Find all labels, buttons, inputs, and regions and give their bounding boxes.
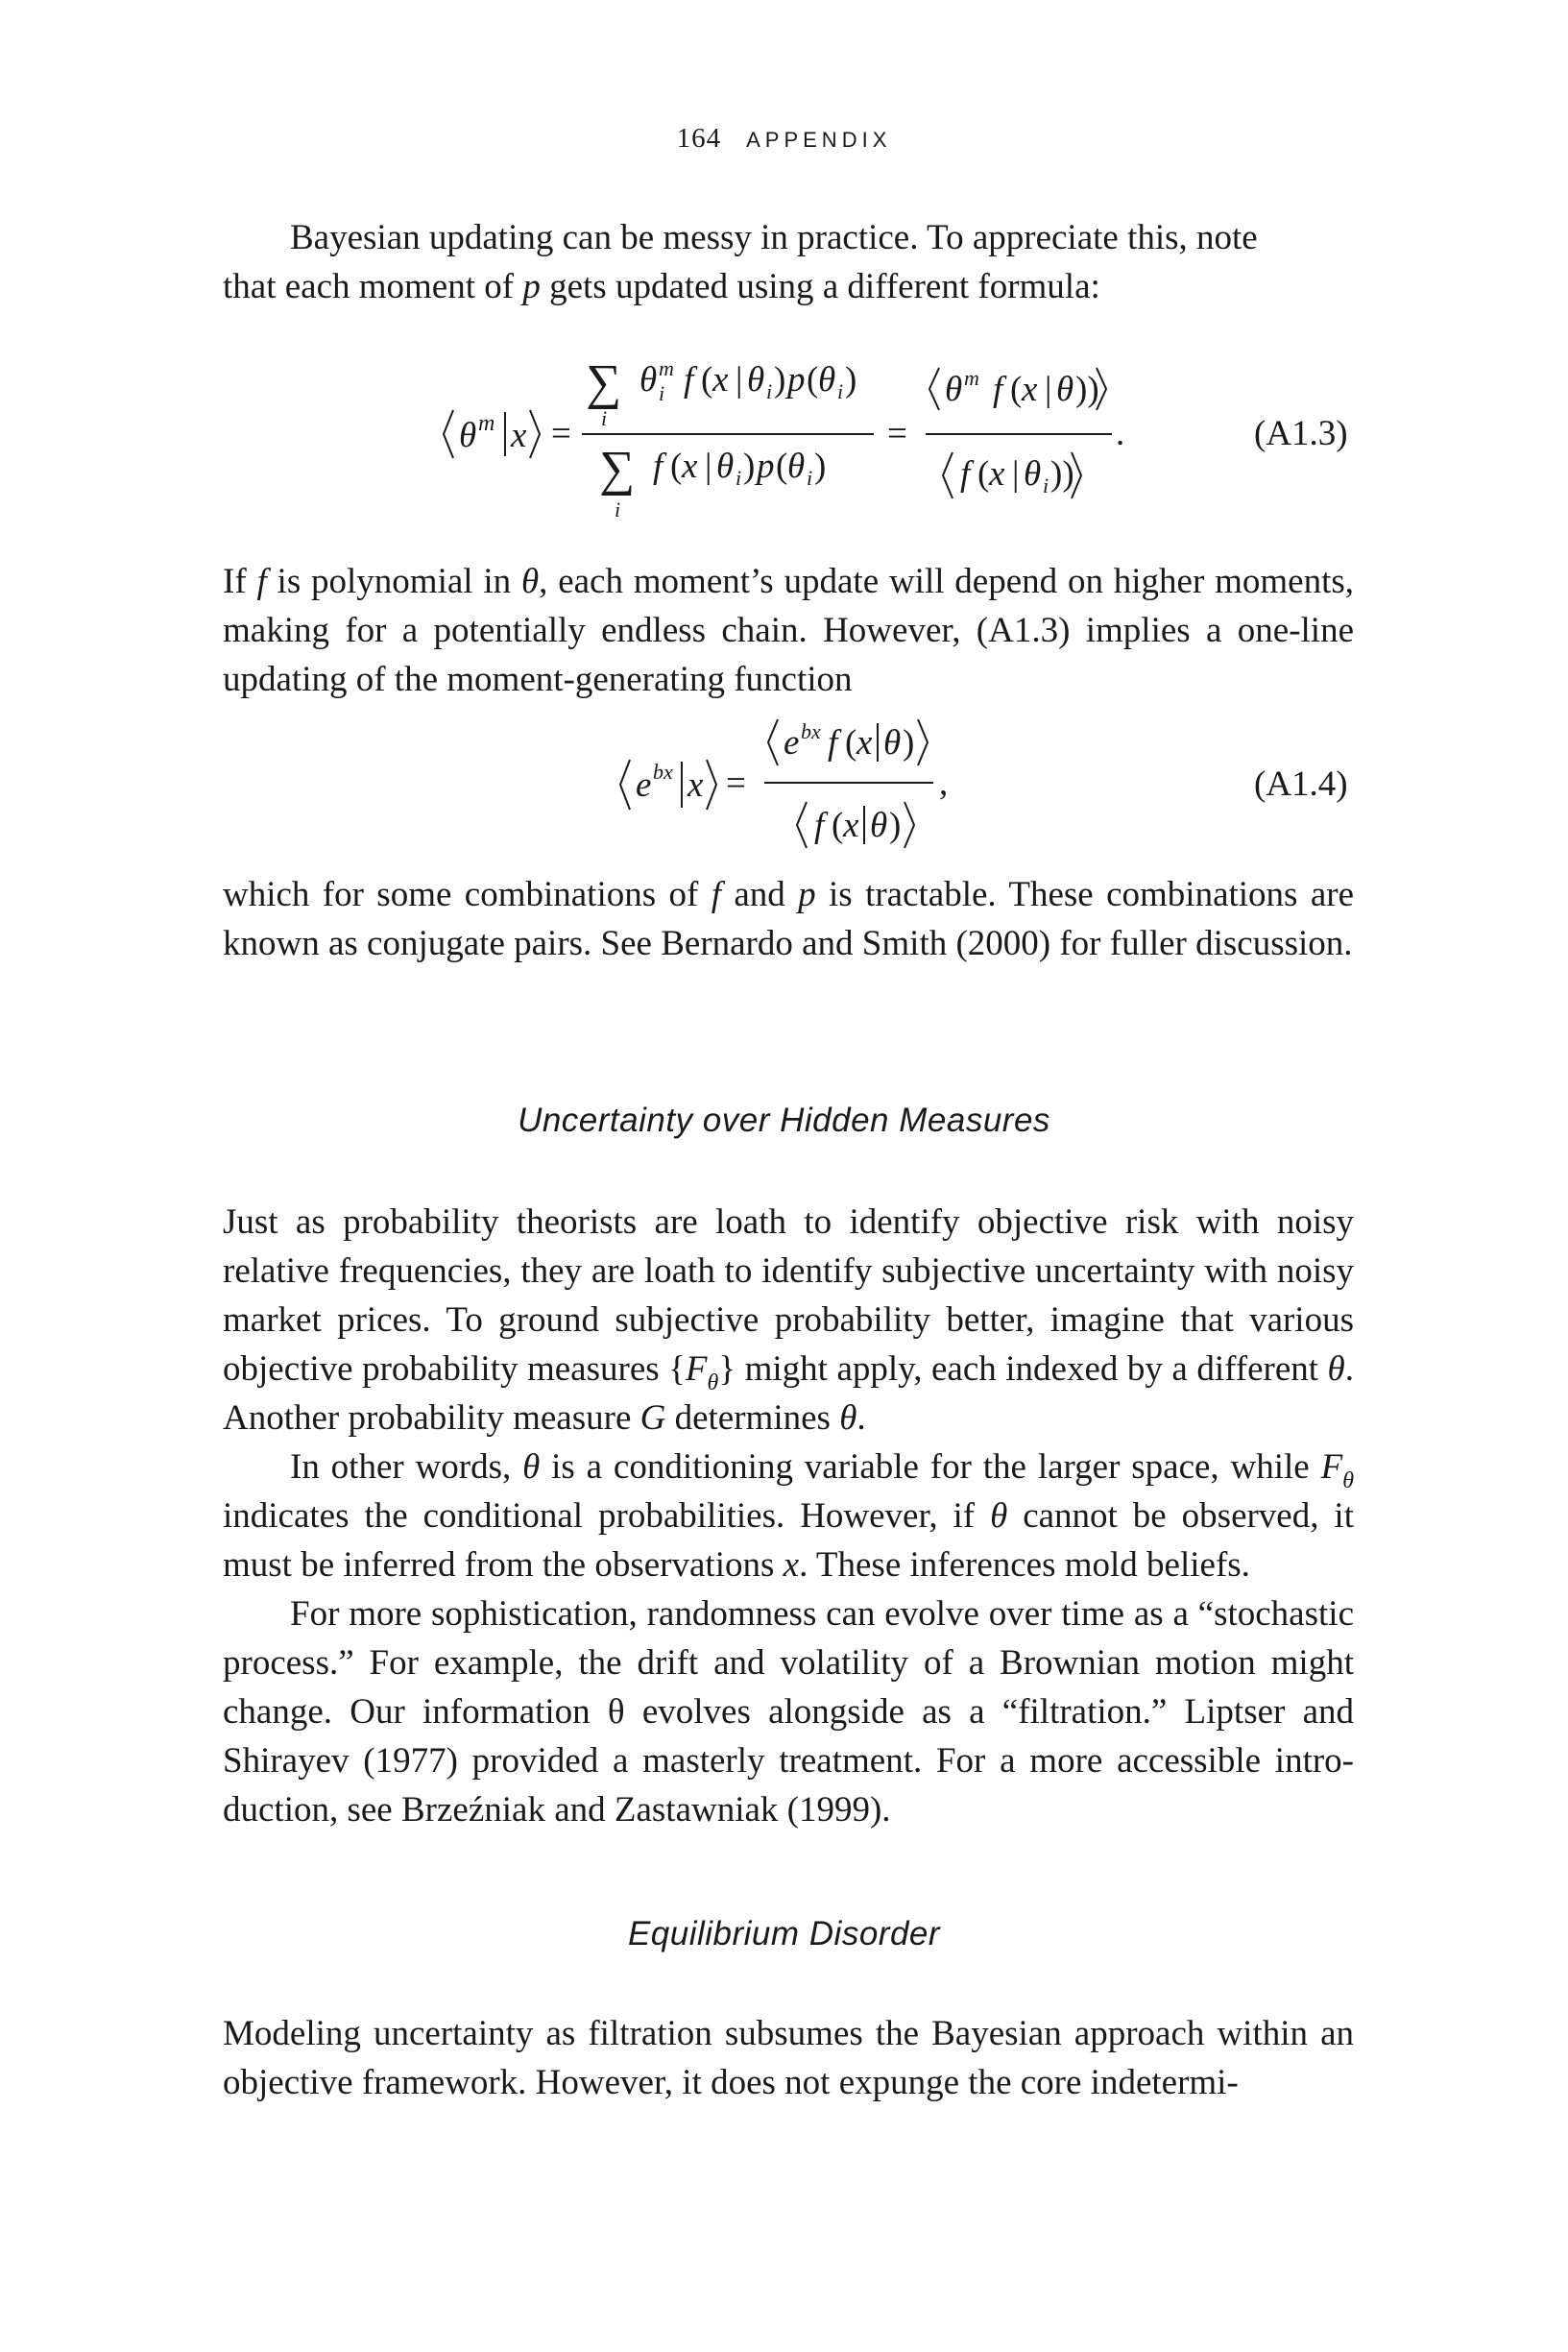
svg-text:(: ( [701,360,713,400]
svg-text:m: m [478,411,495,436]
svg-text:θ: θ [716,447,735,486]
svg-text:)): )) [1050,454,1074,494]
equation-a1-4 [615,706,999,860]
svg-text:i: i [615,497,621,521]
svg-text:=: = [726,764,746,803]
svg-text:x: x [688,765,704,805]
svg-text:i: i [807,466,813,490]
running-head [0,123,1568,155]
svg-text:)): )) [1075,370,1099,409]
svg-text:θ: θ [747,360,765,400]
svg-text:p: p [787,360,806,400]
svg-text:θ: θ [1024,454,1042,494]
svg-text:∑: ∑ [586,355,622,410]
svg-text:x: x [682,447,698,486]
svg-text:f: f [960,454,971,494]
svg-text:(: ( [807,360,819,400]
svg-text:i: i [1043,473,1049,497]
svg-text:θ: θ [787,447,806,486]
svg-text:x: x [1022,370,1038,409]
svg-text:): ) [743,447,756,486]
svg-text:x: x [511,416,527,455]
svg-text:i: i [659,381,665,405]
svg-text:i: i [766,379,773,403]
svg-text:x: x [989,454,1005,494]
intro-line-1: Bayesian updating can be messy in practice. To appreciate this, note [290,218,1258,257]
svg-text:): ) [774,360,786,400]
svg-text:f: f [653,447,663,486]
paragraph-probability-measures: Just as probability theorists are loath to identify objective risk with noisy relative frequencies, they are loath to identify subjective uncertainty with noisy market prices. To ground subjective probability better, imagine that various objective probability measures $\{F_\theta\}$ might apply, each indexed by a different θ. Another probability measure G determines θ. [223,1202,1354,1438]
svg-text:(: ( [845,723,857,763]
paragraph-filtration: Modeling uncertainty as filtration subsumes the Bayesian approach within an objective framework. However, it does not expunge the core indetermi- [223,2014,1354,2102]
svg-text:.: . [1116,414,1125,453]
svg-text:x: x [856,723,873,763]
svg-text:|: | [1045,370,1052,409]
svg-text:p: p [757,447,775,486]
svg-text:(: ( [776,447,788,486]
svg-text:,: , [939,764,949,803]
paragraph-conjugate: which for some combinations of f and p is tractable. These combinations are known as conjugate pairs. See Bernardo and Smith (2000) for fuller discussion. [223,875,1354,963]
svg-text:θ: θ [945,370,963,409]
svg-text:f: f [684,360,694,400]
svg-text:|: | [705,447,712,486]
svg-text:e: e [784,723,800,763]
svg-text:|: | [1012,454,1020,494]
svg-text:θ: θ [883,723,902,763]
svg-text:e: e [636,765,652,805]
svg-text:θ: θ [1056,370,1074,409]
section-title: APPENDIX [746,128,892,152]
svg-text:θ: θ [639,360,658,400]
paragraph-intro [223,213,1354,311]
intro-line-2: that each moment of p gets updated using a different formula: [223,267,1100,306]
svg-text:f: f [993,370,1003,409]
svg-text:θ: θ [870,806,888,845]
svg-text:i: i [736,466,742,490]
svg-text:m: m [964,366,979,390]
svg-text:f: f [814,806,825,845]
svg-text:|: | [736,360,743,400]
svg-text:∑: ∑ [599,442,636,497]
section-heading-hidden-measures: Uncertainty over Hidden Measures [518,1102,1050,1139]
svg-text:=: = [551,414,571,453]
page-number: 164 [676,123,722,154]
svg-text:(: ( [832,806,844,845]
paragraph-polynomial: If f is polynomial in θ, each moment’s update will depend on higher moments, making for a potentially endless chain. However, (A1.3) implies a one-line updating of the moment-generating function [223,562,1354,699]
svg-text:): ) [903,723,915,763]
section-heading-equilibrium: Equilibrium Disorder [627,1915,941,1952]
svg-text:(: ( [977,454,990,494]
svg-text:i: i [837,379,844,403]
svg-text:(: ( [670,447,683,486]
svg-text:bx: bx [801,719,821,743]
equation-number-a1-3: (A1.3) [1254,414,1348,453]
equation-a1-3 [422,341,1210,533]
section-body-hidden-measures [223,1198,1354,1834]
svg-text:θ: θ [459,416,477,455]
svg-text:): ) [814,447,827,486]
paragraph-stochastic: For more sophistication, randomness can evolve over time as a “stochastic process.” For example, the drift and volatility of a Brownian motion might change. Our information θ evolves alongside as a “filtration.” Liptser and Shirayev (1977) provided a masterly treatment. For a more accessible introduction, see Brzeźniak and Zastawniak (1999). [223,1594,1354,1830]
svg-text:(: ( [1010,370,1023,409]
svg-text:i: i [601,406,608,430]
svg-text:): ) [889,806,902,845]
equation-number-a1-4: (A1.4) [1254,764,1348,804]
svg-text:θ: θ [818,360,836,400]
svg-text:): ) [845,360,857,400]
svg-text:bx: bx [653,760,673,784]
svg-text:f: f [828,723,838,763]
svg-text:m: m [659,356,674,380]
svg-text:=: = [887,414,907,453]
svg-text:x: x [712,360,729,400]
paragraph-conditioning: In other words, θ is a conditioning variable for the larger space, while $F_\theta$ indicates the conditional probabilities. However, if θ cannot be observed, it must be inferred from the observations x. These inferences mold beliefs. [223,1447,1354,1585]
svg-text:x: x [843,806,859,845]
